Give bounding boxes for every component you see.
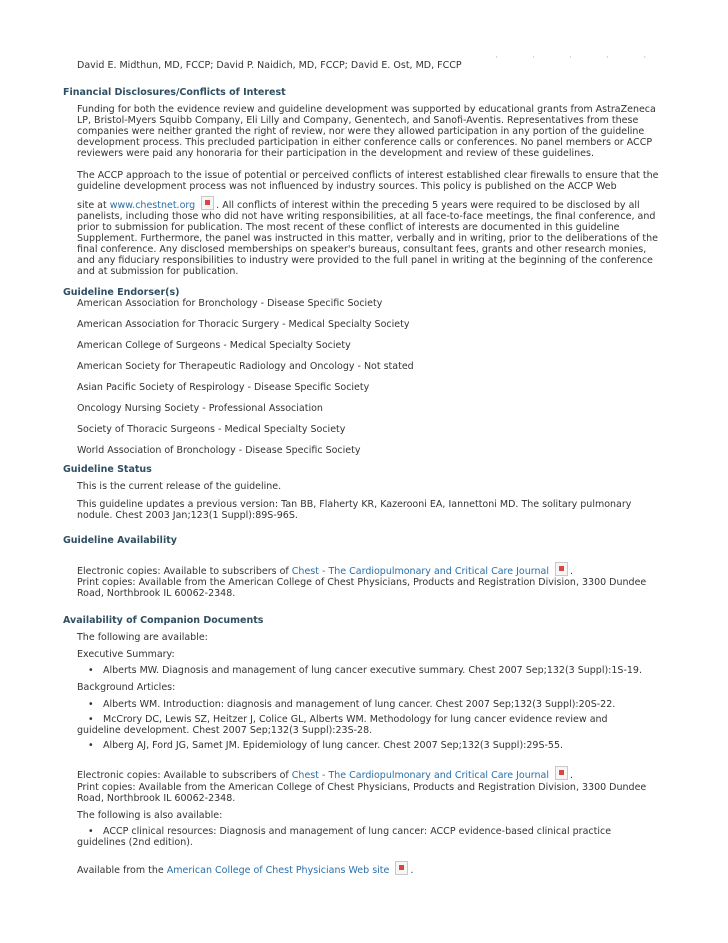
companion-heading: Availability of Companion Documents xyxy=(63,615,264,626)
exec-item-text: Alberts MW. Diagnosis and management of lung cancer executive summary. Chest 2007 Sep;132(3 Suppl):1S-19. xyxy=(103,665,642,676)
list-item: • Alberts WM. Introduction: diagnosis and management of lung cancer. Chest 2007 Sep;132(3 Suppl):20S-22. xyxy=(88,699,616,710)
companion-intro: The following are available: xyxy=(77,632,208,643)
companion-electronic xyxy=(77,766,573,781)
endorser-item: American Association for Thoracic Surgery - Medical Specialty Society xyxy=(77,319,410,330)
broken-image-icon xyxy=(555,766,568,780)
endorser-item: Society of Thoracic Surgeons - Medical Specialty Society xyxy=(77,424,346,435)
chest-journal-link[interactable]: Chest - The Cardiopulmonary and Critical Care Journal xyxy=(291,566,549,577)
financial-paragraph-2b-text: . All conflicts of interest within the preceding 5 years were required to be disclosed by all panelists, including those who did not have writing responsibilities, at all face-to-face meetings, the final conference, and prior to submission for publication. The most recent of these conflict of interests are documented in this guideline Supplement. Furthermore, the panel was instructed in this matter, verbally and in writing, prior to the deliberations of the final conference. Any disclosed memberships on speaker's bureaus, consultant fees, grants and other research monies, and any fiduciary responsibilities to industry were provided to the full panel in writing at the beginning of the conference and at submission for publication. xyxy=(77,200,658,277)
web-suffix: . xyxy=(410,865,414,876)
also-available-label: The following is also available: xyxy=(77,810,223,821)
broken-image-icon xyxy=(395,861,408,875)
also-item-continuation: guidelines (2nd edition). xyxy=(77,837,193,848)
endorser-item: Oncology Nursing Society - Professional Association xyxy=(77,403,323,414)
bg-item-text: Alberts WM. Introduction: diagnosis and management of lung cancer. Chest 2007 Sep;132(3 Suppl):20S-22. xyxy=(103,699,616,710)
financial-paragraph-1: Funding for both the evidence review and guideline development was supported by educational grants from AstraZeneca LP, Bristol-Myers Squibb Company, Eli Lilly and Company, Genentech, and Sanofi-Aventis. Representatives from these companies were neither granted the right of review, nor were they allowed participation in any portion of the guideline development process. This precluded participation in either conference calls or conferences. No panel members or ACCP reviewers were paid any honoraria for their participation in the development and review of these guidelines. xyxy=(77,104,656,159)
list-item: • Alberg AJ, Ford JG, Samet JM. Epidemiology of lung cancer. Chest 2007 Sep;132(3 Suppl):29S-55. xyxy=(88,740,564,751)
companion-web xyxy=(77,861,413,876)
financial-paragraph-2b xyxy=(77,196,663,277)
endorser-item: Asian Pacific Society of Respirology - Disease Specific Society xyxy=(77,382,370,393)
status-paragraph-2: This guideline updates a previous version: Tan BB, Flaherty KR, Kazerooni EA, Iannettoni MD. The solitary pulmonary nodule. Chest 2003 Jan;123(1 Suppl):89S-96S. xyxy=(77,499,632,521)
broken-image-icon xyxy=(201,196,214,210)
endorser-item: American Society for Therapeutic Radiology and Oncology - Not stated xyxy=(77,361,414,372)
electronic-prefix: Electronic copies: Available to subscribers of xyxy=(77,770,292,781)
list-item: • ACCP clinical resources: Diagnosis and management of lung cancer: ACCP evidence-based clinical practice xyxy=(88,826,612,837)
also-item-text: ACCP clinical resources: Diagnosis and management of lung cancer: ACCP evidence-based clinical practice xyxy=(103,826,612,837)
companion-print: Print copies: Available from the American College of Chest Physicians, Products and Registration Division, 3300 Dundee Road, Northbrook IL 60062-2348. xyxy=(77,782,647,804)
background-articles-label: Background Articles: xyxy=(77,682,176,693)
chestnet-link[interactable]: www.chestnet.org xyxy=(109,200,196,211)
accp-website-link[interactable]: American College of Chest Physicians Web site xyxy=(166,865,390,876)
availability-electronic xyxy=(77,562,573,577)
broken-image-icon xyxy=(555,562,568,576)
financial-paragraph-2a: The ACCP approach to the issue of potential or perceived conflicts of interest established clear firewalls to ensure that the guideline development process was not influenced by industry sources. This policy is published on the ACCP Web xyxy=(77,170,659,192)
site-prefix: site at xyxy=(77,200,110,211)
electronic-prefix: Electronic copies: Available to subscribers of xyxy=(77,566,292,577)
availability-print: Print copies: Available from the American College of Chest Physicians, Products and Registration Division, 3300 Dundee Road, Northbrook IL 60062-2348. xyxy=(77,577,647,599)
bg-item-continuation: guideline development. Chest 2007 Sep;132(3 Suppl):23S-28. xyxy=(77,725,373,736)
executive-summary-label: Executive Summary: xyxy=(77,649,175,660)
authors-line: David E. Midthun, MD, FCCP; David P. Naidich, MD, FCCP; David E. Ost, MD, FCCP xyxy=(77,60,462,71)
electronic-suffix: . xyxy=(569,770,573,781)
electronic-suffix: . xyxy=(569,566,573,577)
availability-heading: Guideline Availability xyxy=(63,535,177,546)
bg-item-text: McCrory DC, Lewis SZ, Heitzer J, Colice GL, Alberts WM. Methodology for lung cancer evidence review and xyxy=(103,714,608,725)
chest-journal-link[interactable]: Chest - The Cardiopulmonary and Critical Care Journal xyxy=(291,770,549,781)
clipped-text-fragment: · · · · · xyxy=(495,53,662,62)
endorser-item: American Association for Bronchology - Disease Specific Society xyxy=(77,298,383,309)
web-prefix: Available from the xyxy=(77,865,167,876)
endorser-item: American College of Surgeons - Medical Specialty Society xyxy=(77,340,351,351)
financial-disclosures-heading: Financial Disclosures/Conflicts of Interest xyxy=(63,87,286,98)
status-paragraph-1: This is the current release of the guideline. xyxy=(77,481,282,492)
status-heading: Guideline Status xyxy=(63,464,152,475)
list-item: • McCrory DC, Lewis SZ, Heitzer J, Colice GL, Alberts WM. Methodology for lung cancer evidence review and xyxy=(88,714,608,725)
endorser-item: World Association of Bronchology - Disease Specific Society xyxy=(77,445,361,456)
bg-item-text: Alberg AJ, Ford JG, Samet JM. Epidemiology of lung cancer. Chest 2007 Sep;132(3 Suppl):29S-55. xyxy=(103,740,564,751)
endorsers-heading: Guideline Endorser(s) xyxy=(63,287,180,298)
list-item: • Alberts MW. Diagnosis and management of lung cancer executive summary. Chest 2007 Sep;132(3 Suppl):1S-19. xyxy=(88,665,642,676)
